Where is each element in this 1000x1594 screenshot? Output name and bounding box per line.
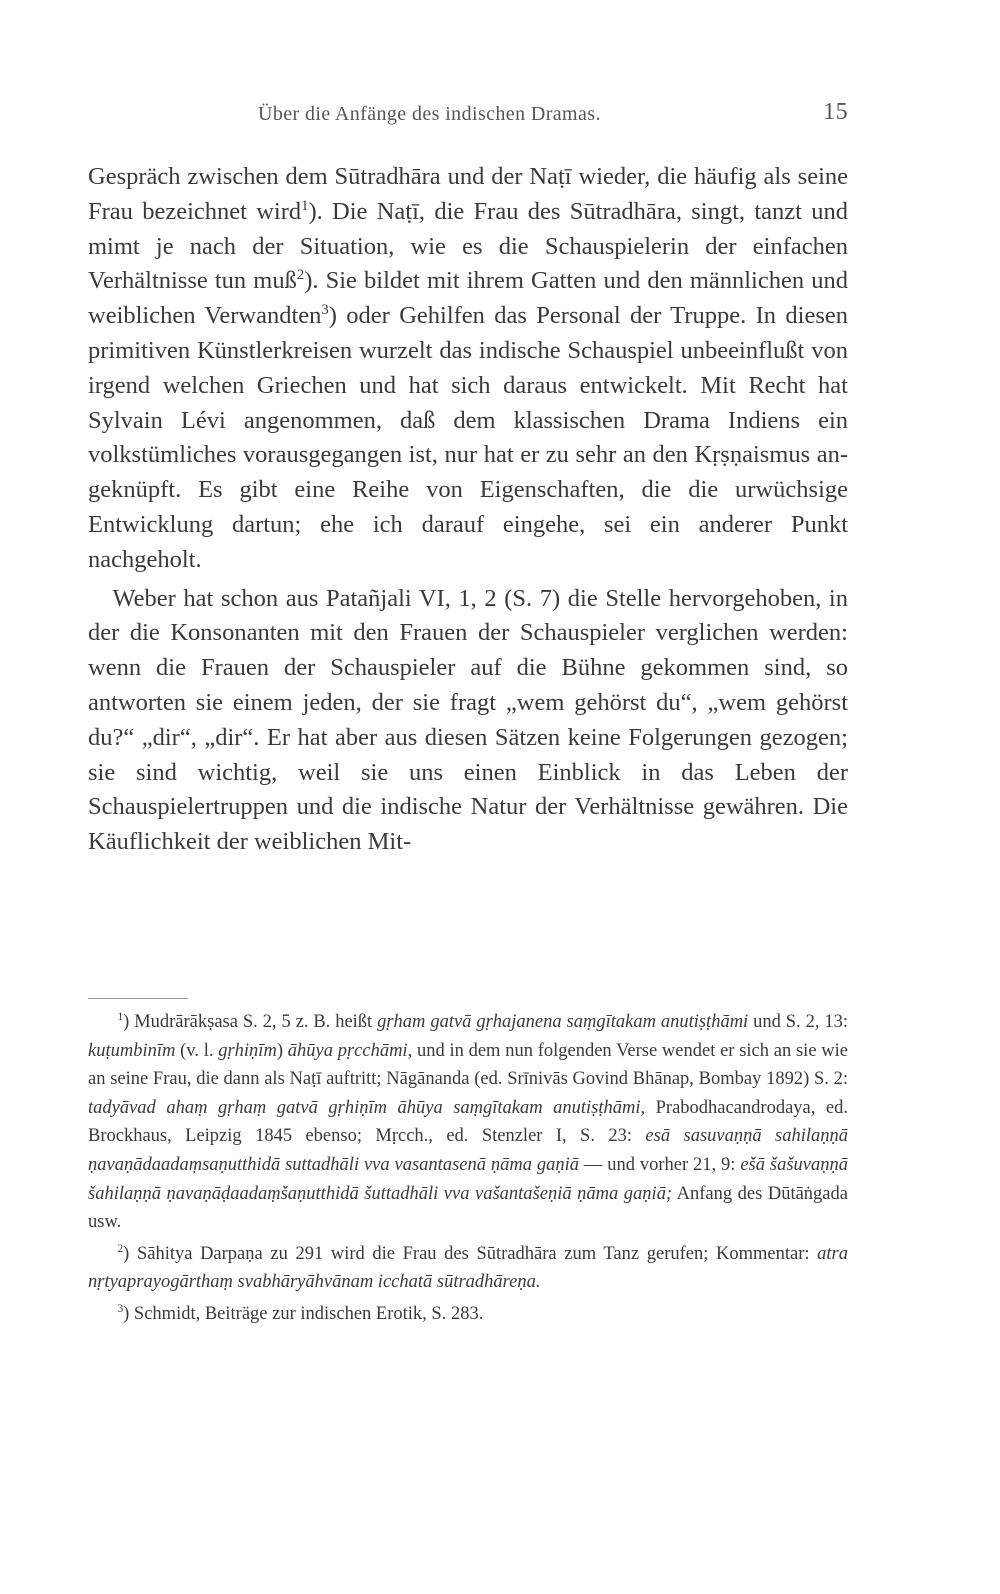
footnote-2 <box>88 1240 848 1297</box>
paragraph-2: Weber hat schon aus Patañjali VI, 1, 2 (S. 7) die Stelle hervorgehoben, in der die Konsonanten mit den Frauen der Schauspieler verglichen werden: wenn die Frauen der Schauspieler auf die Bühne gekommen sind, so antworten sie einem jeden, der sie fragt „wem gehörst du“, „wem gehörst du?“ „dir“, „dir“. Er hat aber aus diesen Sätzen keine Folgerungen gezogen; sie sind wichtig, weil sie uns einen Einblick in das Leben der Schauspielertruppen und die indische Natur der Verhältnisse gewähren. Die Käuflichkeit der weiblichen Mit- <box>88 584 848 856</box>
paragraph-1-part-3: ). Sie bildet mit ihrem Gatten und den männlichen und weiblichen Verwandten <box>88 267 848 330</box>
footnote-sanskrit-text: ešā šašuvaṇṇā šahilaṇṇā ṇavaṇāḍaadaṃšaṇutthidā šuttadhāli vva vašantašeṇiā ṇāma gaṇiā; <box>88 1154 848 1204</box>
paragraph-1-part-2: ). Die Naṭī, die Frau des Sūtradhāra, singt, tanzt und mimt je nach der Situation, wie es die Schauspielerin der einfachen Verhältnisse tun muß <box>88 197 848 295</box>
footnote-text: und S. 2, 13: <box>748 1012 848 1032</box>
footnote-sanskrit-text: tadyāvad ahaṃ gṛhaṃ gatvā gṛhiṇīm āhūya saṃgītakam anutiṣṭhāmi <box>88 1097 641 1118</box>
page-number: 15 <box>823 99 848 125</box>
footnote-text: ) <box>276 1040 288 1061</box>
footnote-sanskrit-text: gṛham gatvā gṛhajanena saṃgītakam anutiṣṭhāmi <box>377 1012 749 1032</box>
running-head <box>88 97 848 131</box>
footnote-text: ) Mudrārākṣasa S. 2, 5 z. B. heißt <box>123 1012 378 1032</box>
footnotes <box>88 1008 848 1332</box>
footnote-sanskrit-text: esā sasuvaṇṇā sahilaṇṇā ṇavaṇādaadaṃsaṇutthidā suttadhāli vva vasantasenā ṇāma gaṇiā <box>88 1126 848 1175</box>
main-text <box>88 160 848 860</box>
footnote-sanskrit-text: kuṭumbinīm <box>88 1040 176 1061</box>
footnote-marker: 1 <box>117 1010 124 1023</box>
footnote-text: — und vorher 21, 9: <box>578 1154 741 1175</box>
footnote-text: (v. l. <box>175 1040 219 1061</box>
footnote-text: , und in dem nun folgenden Verse wendet er sich an sie wie an seine Frau, die dann als Naṭī auftritt; Nāgānanda (ed. Srīnivās Govind Bhānap, Bombay 1892) S. 2: <box>88 1040 848 1090</box>
footnote-text: ) Sāhitya Darpaṇa zu 291 wird die Frau des Sūtradhāra zum Tanz gerufen; Kommentar: <box>123 1243 818 1264</box>
paragraph-1-part-1: Gespräch zwischen dem Sūtradhāra und der Naṭī wieder, die häufig als seine Frau bezeichnet wird <box>88 163 848 225</box>
paragraph-1-part-4: ) oder Gehilfen das Personal der Truppe. In diesen primitiven Künstlerkreisen wurzelt das indische Schauspiel unbeeinflußt von irgend welchen Griechen und hat sich daraus entwickelt. Mit Recht hat Sylvain Lévi angenommen, daß dem klassischen Drama Indiens ein volkstümliches vorausgegangen ist, nur hat er zu sehr an den Kṛṣṇaismus angeknüpft. Es gibt eine Reihe von Eigenschaften, die die urwüchsige Entwicklung dartun; ehe ich darauf eingehe, sei ein anderer Punkt nachgeholt. <box>88 302 848 573</box>
footnote-text: , Prabodhacandrodaya, ed. Brockhaus, Leipzig 1845 ebenso; Mṛcch., ed. Stenzler I, S. 23: <box>88 1097 848 1147</box>
footnote-ref-1: 1 <box>301 197 309 214</box>
paragraph-1 <box>88 160 848 578</box>
footnote-text: ) Schmidt, Beiträge zur indischen Erotik, S. 283. <box>123 1303 484 1324</box>
footnote-ref-2: 2 <box>296 267 305 284</box>
footnote-marker: 2 <box>117 1242 124 1255</box>
footnote-1 <box>88 1008 848 1237</box>
footnote-separator <box>88 998 188 999</box>
footnote-sanskrit-text: āhūya pṛcchāmi <box>287 1040 408 1061</box>
footnote-3 <box>88 1300 848 1329</box>
footnote-text: Anfang des Dūtāṅgada usw. <box>88 1183 848 1233</box>
running-head-title: Über die Anfänge des indischen Dramas. <box>258 103 601 125</box>
footnote-sanskrit-text: atra nṛtyaprayogārthaṃ svabhāryāhvānam icchatā sūtradhāreṇa. <box>88 1243 848 1293</box>
footnote-ref-3: 3 <box>321 302 329 319</box>
footnote-marker: 3 <box>117 1302 124 1315</box>
footnote-sanskrit-text: gṛhiṇīm <box>218 1040 277 1061</box>
